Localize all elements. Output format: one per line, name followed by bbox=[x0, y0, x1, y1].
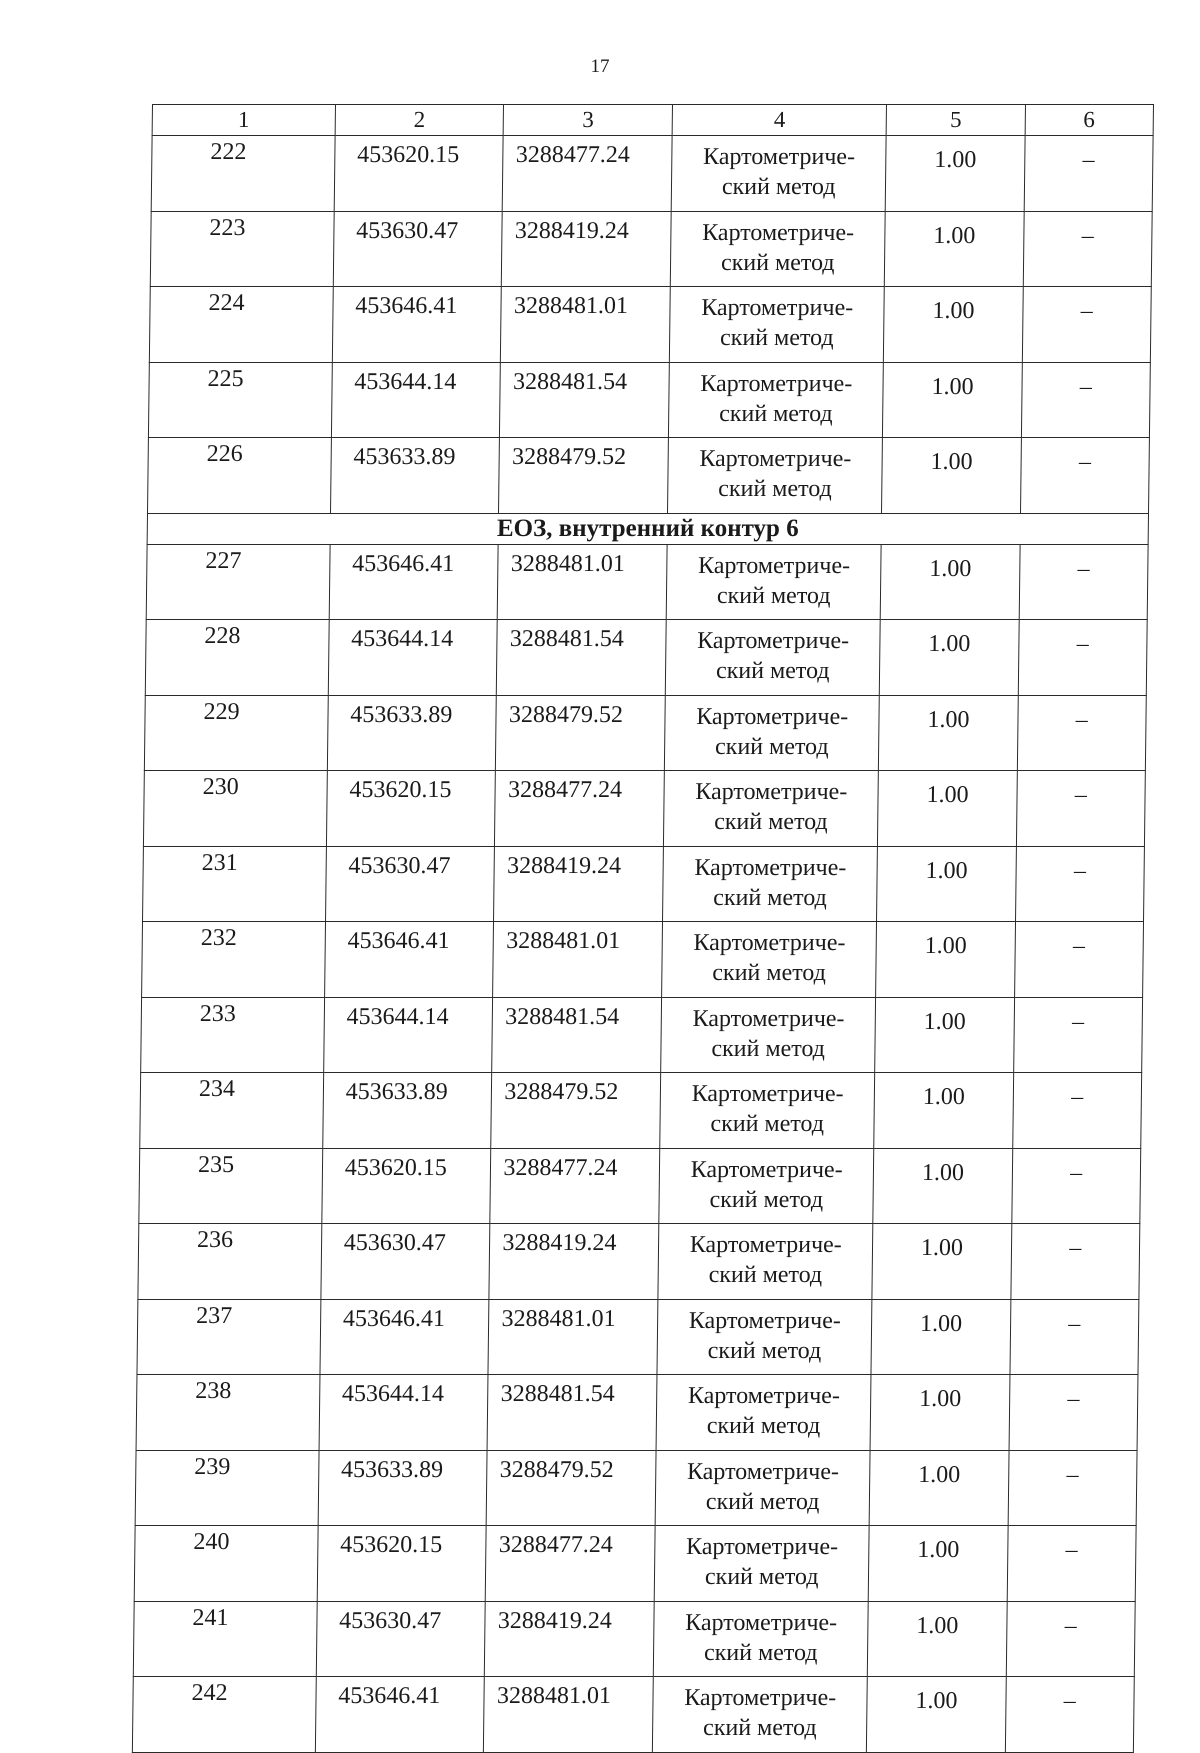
method-line-1: Картометриче- bbox=[699, 446, 852, 472]
y-coordinate-cell: 3288481.54 bbox=[492, 997, 662, 1073]
x-coordinate-cell: 453644.14 bbox=[319, 1375, 489, 1451]
table-row bbox=[134, 1526, 1136, 1602]
accuracy-cell: 1.00 bbox=[871, 1299, 1010, 1375]
note-cell: – bbox=[1017, 695, 1146, 771]
x-coordinate-cell: 453633.89 bbox=[327, 695, 497, 771]
method-line-1: Картометриче- bbox=[700, 370, 853, 397]
method-line-1: Картометриче- bbox=[692, 1005, 845, 1032]
method-line-1: Картометриче- bbox=[702, 144, 856, 170]
method-line-1: Картометриче- bbox=[695, 779, 848, 805]
method-cell bbox=[665, 620, 880, 696]
method-line-1: Картометриче- bbox=[690, 1156, 843, 1183]
table-row bbox=[141, 997, 1143, 1073]
accuracy-cell: 1.00 bbox=[878, 771, 1017, 847]
y-coordinate-cell: 3288481.01 bbox=[488, 1299, 658, 1375]
note-cell: – bbox=[1022, 287, 1151, 363]
method-cell bbox=[668, 438, 883, 514]
y-coordinate-cell: 3288419.24 bbox=[489, 1224, 659, 1300]
section-title: ЕОЗ, внутренний контур 6 bbox=[147, 513, 1148, 544]
x-coordinate-cell: 453633.89 bbox=[318, 1450, 488, 1526]
method-line-2: ский метод bbox=[705, 1488, 820, 1515]
x-coordinate-cell: 453646.41 bbox=[329, 544, 499, 620]
table-row bbox=[142, 922, 1144, 998]
header-cell-2: 2 bbox=[335, 105, 504, 136]
coordinates-table-body bbox=[132, 105, 1153, 1753]
x-coordinate-cell: 453644.14 bbox=[328, 620, 498, 696]
x-coordinate-cell: 453620.15 bbox=[334, 136, 504, 212]
method-cell bbox=[666, 544, 881, 620]
note-cell: – bbox=[1023, 211, 1152, 287]
y-coordinate-cell: 3288477.24 bbox=[495, 771, 665, 847]
method-line-2: ский метод bbox=[706, 1413, 821, 1439]
method-line-2: ский метод bbox=[711, 1035, 826, 1062]
note-cell: – bbox=[1007, 1526, 1136, 1602]
method-cell bbox=[669, 287, 884, 363]
point-number-cell: 234 bbox=[140, 1073, 324, 1149]
method-cell bbox=[658, 1224, 873, 1300]
x-coordinate-cell: 453646.41 bbox=[324, 922, 494, 998]
point-number-cell: 227 bbox=[146, 544, 330, 620]
method-cell bbox=[664, 695, 879, 771]
y-coordinate-cell: 3288479.52 bbox=[487, 1450, 657, 1526]
note-cell: – bbox=[1012, 1073, 1141, 1149]
table-row bbox=[138, 1224, 1140, 1300]
y-coordinate-cell: 3288419.24 bbox=[485, 1601, 655, 1677]
note-cell: – bbox=[1018, 620, 1147, 696]
method-cell bbox=[663, 846, 878, 922]
point-number-cell: 230 bbox=[143, 771, 327, 847]
method-line-2: ский метод bbox=[712, 960, 827, 986]
method-cell bbox=[655, 1450, 870, 1526]
method-line-2: ский метод bbox=[718, 476, 832, 502]
accuracy-cell: 1.00 bbox=[869, 1526, 1008, 1602]
method-cell bbox=[660, 1073, 875, 1149]
accuracy-cell: 1.00 bbox=[874, 1073, 1013, 1149]
note-cell: – bbox=[1008, 1450, 1137, 1526]
method-line-1: Картометриче- bbox=[701, 295, 854, 321]
method-line-2: ский метод bbox=[715, 658, 830, 684]
method-line-2: ский метод bbox=[719, 400, 833, 427]
header-cell-5: 5 bbox=[887, 105, 1026, 136]
accuracy-cell: 1.00 bbox=[885, 211, 1024, 287]
note-cell: – bbox=[1011, 1148, 1140, 1224]
accuracy-cell: 1.00 bbox=[877, 846, 1016, 922]
method-cell bbox=[663, 771, 878, 847]
note-cell: – bbox=[1024, 136, 1153, 212]
x-coordinate-cell: 453646.41 bbox=[315, 1677, 485, 1753]
accuracy-cell: 1.00 bbox=[870, 1375, 1009, 1451]
note-cell: – bbox=[1010, 1224, 1139, 1300]
y-coordinate-cell: 3288481.01 bbox=[501, 287, 671, 363]
coordinates-table bbox=[132, 104, 1154, 1753]
header-cell-4: 4 bbox=[672, 105, 887, 136]
note-cell: – bbox=[1009, 1375, 1138, 1451]
method-line-2: ский метод bbox=[710, 1111, 825, 1137]
table-row bbox=[148, 362, 1150, 438]
x-coordinate-cell: 453644.14 bbox=[331, 362, 501, 438]
accuracy-cell: 1.00 bbox=[881, 544, 1020, 620]
y-coordinate-cell: 3288481.54 bbox=[497, 620, 667, 696]
method-line-1: Картометриче- bbox=[702, 219, 855, 246]
point-number-cell: 238 bbox=[136, 1375, 320, 1451]
method-cell bbox=[668, 362, 883, 438]
x-coordinate-cell: 453633.89 bbox=[330, 438, 500, 514]
method-line-2: ский метод bbox=[720, 249, 835, 276]
method-line-1: Картометриче- bbox=[696, 703, 849, 730]
table-row bbox=[136, 1375, 1138, 1451]
y-coordinate-cell: 3288419.24 bbox=[494, 846, 664, 922]
point-number-cell: 232 bbox=[142, 922, 326, 998]
note-cell: – bbox=[1010, 1299, 1139, 1375]
point-number-cell: 242 bbox=[132, 1677, 316, 1753]
accuracy-cell: 1.00 bbox=[873, 1148, 1012, 1224]
x-coordinate-cell: 453646.41 bbox=[320, 1299, 490, 1375]
y-coordinate-cell: 3288479.52 bbox=[499, 438, 669, 514]
header-cell-3: 3 bbox=[504, 105, 673, 136]
y-coordinate-cell: 3288479.52 bbox=[491, 1073, 661, 1149]
point-number-cell: 235 bbox=[139, 1148, 323, 1224]
note-cell: – bbox=[1021, 362, 1150, 438]
method-line-2: ский метод bbox=[719, 325, 834, 351]
y-coordinate-cell: 3288481.01 bbox=[498, 544, 668, 620]
table-row bbox=[151, 136, 1153, 212]
point-number-cell: 223 bbox=[150, 211, 334, 287]
table-row bbox=[139, 1148, 1141, 1224]
table-row bbox=[145, 620, 1147, 696]
method-cell bbox=[670, 211, 885, 287]
point-number-cell: 226 bbox=[148, 438, 332, 514]
note-cell: – bbox=[1014, 922, 1143, 998]
table-row bbox=[146, 544, 1148, 620]
section-title-row bbox=[147, 513, 1148, 544]
accuracy-cell: 1.00 bbox=[875, 997, 1014, 1073]
accuracy-cell: 1.00 bbox=[867, 1677, 1006, 1753]
page-number: 17 bbox=[590, 56, 610, 77]
y-coordinate-cell: 3288481.54 bbox=[500, 362, 670, 438]
table-row bbox=[144, 695, 1146, 771]
x-coordinate-cell: 453630.47 bbox=[333, 211, 503, 287]
table-row bbox=[143, 771, 1145, 847]
x-coordinate-cell: 453620.15 bbox=[326, 771, 496, 847]
point-number-cell: 233 bbox=[141, 997, 325, 1073]
method-cell bbox=[652, 1677, 867, 1753]
point-number-cell: 239 bbox=[135, 1450, 319, 1526]
method-line-2: ский метод bbox=[714, 809, 828, 835]
accuracy-cell: 1.00 bbox=[872, 1224, 1011, 1300]
method-line-2: ский метод bbox=[721, 174, 836, 200]
table-row bbox=[148, 438, 1150, 514]
method-line-1: Картометриче- bbox=[688, 1307, 841, 1334]
accuracy-cell: 1.00 bbox=[883, 362, 1022, 438]
point-number-cell: 225 bbox=[148, 362, 332, 438]
table-row bbox=[137, 1299, 1139, 1375]
method-line-2: ский метод bbox=[716, 582, 831, 609]
accuracy-cell: 1.00 bbox=[868, 1601, 1007, 1677]
method-cell bbox=[659, 1148, 874, 1224]
point-number-cell: 222 bbox=[151, 136, 335, 212]
x-coordinate-cell: 453630.47 bbox=[316, 1601, 486, 1677]
note-cell: – bbox=[1006, 1601, 1135, 1677]
method-line-1: Картометриче- bbox=[686, 1458, 840, 1485]
point-number-cell: 231 bbox=[143, 846, 327, 922]
method-cell bbox=[661, 997, 876, 1073]
method-line-2: ский метод bbox=[707, 1337, 822, 1364]
y-coordinate-cell: 3288419.24 bbox=[502, 211, 672, 287]
method-line-1: Картометриче- bbox=[684, 1685, 837, 1711]
x-coordinate-cell: 453620.15 bbox=[317, 1526, 487, 1602]
method-cell bbox=[662, 922, 877, 998]
method-line-1: Картометриче- bbox=[685, 1534, 839, 1560]
header-cell-1: 1 bbox=[152, 105, 335, 136]
table-row bbox=[150, 211, 1152, 287]
y-coordinate-cell: 3288481.54 bbox=[487, 1375, 657, 1451]
method-cell bbox=[653, 1601, 868, 1677]
accuracy-cell: 1.00 bbox=[876, 922, 1015, 998]
method-line-1: Картометриче- bbox=[697, 552, 851, 579]
y-coordinate-cell: 3288479.52 bbox=[496, 695, 666, 771]
note-cell: – bbox=[1015, 846, 1144, 922]
y-coordinate-cell: 3288477.24 bbox=[486, 1526, 656, 1602]
note-cell: – bbox=[1013, 997, 1142, 1073]
table-header-row bbox=[152, 105, 1153, 136]
accuracy-cell: 1.00 bbox=[884, 287, 1023, 363]
x-coordinate-cell: 453633.89 bbox=[323, 1073, 493, 1149]
x-coordinate-cell: 453630.47 bbox=[321, 1224, 491, 1300]
accuracy-cell: 1.00 bbox=[879, 695, 1018, 771]
method-line-2: ский метод bbox=[704, 1564, 819, 1590]
x-coordinate-cell: 453630.47 bbox=[325, 846, 495, 922]
table-row bbox=[133, 1601, 1135, 1677]
method-line-1: Картометриче- bbox=[693, 930, 846, 956]
method-line-1: Картометриче- bbox=[689, 1232, 842, 1258]
method-line-2: ский метод bbox=[708, 1262, 823, 1288]
accuracy-cell: 1.00 bbox=[882, 438, 1021, 514]
y-coordinate-cell: 3288481.01 bbox=[493, 922, 663, 998]
x-coordinate-cell: 453620.15 bbox=[322, 1148, 492, 1224]
point-number-cell: 224 bbox=[149, 287, 333, 363]
method-line-1: Картометриче- bbox=[697, 628, 850, 654]
point-number-cell: 241 bbox=[133, 1601, 317, 1677]
accuracy-cell: 1.00 bbox=[870, 1450, 1009, 1526]
method-line-2: ский метод bbox=[703, 1639, 818, 1666]
table-row bbox=[149, 287, 1151, 363]
point-number-cell: 229 bbox=[144, 695, 328, 771]
note-cell: – bbox=[1019, 544, 1148, 620]
method-cell bbox=[654, 1526, 869, 1602]
x-coordinate-cell: 453646.41 bbox=[332, 287, 502, 363]
note-cell: – bbox=[1020, 438, 1149, 514]
method-cell bbox=[657, 1299, 872, 1375]
header-cell-6: 6 bbox=[1025, 105, 1154, 136]
method-line-1: Картометриче- bbox=[687, 1383, 841, 1409]
point-number-cell: 236 bbox=[138, 1224, 322, 1300]
method-line-1: Картометриче- bbox=[685, 1609, 838, 1636]
method-line-2: ский метод bbox=[713, 884, 827, 911]
y-coordinate-cell: 3288481.01 bbox=[484, 1677, 654, 1753]
note-cell: – bbox=[1005, 1677, 1134, 1753]
table-row bbox=[135, 1450, 1137, 1526]
accuracy-cell: 1.00 bbox=[880, 620, 1019, 696]
point-number-cell: 237 bbox=[137, 1299, 321, 1375]
method-cell bbox=[656, 1375, 871, 1451]
method-line-2: ский метод bbox=[709, 1186, 824, 1213]
method-line-1: Картометриче- bbox=[694, 854, 847, 881]
table-row bbox=[140, 1073, 1142, 1149]
point-number-cell: 228 bbox=[145, 620, 329, 696]
method-cell bbox=[671, 136, 886, 212]
table-row bbox=[132, 1677, 1134, 1753]
y-coordinate-cell: 3288477.24 bbox=[490, 1148, 660, 1224]
table-row bbox=[143, 846, 1145, 922]
point-number-cell: 240 bbox=[134, 1526, 318, 1602]
note-cell: – bbox=[1016, 771, 1145, 847]
method-line-1: Картометриче- bbox=[691, 1081, 844, 1107]
x-coordinate-cell: 453644.14 bbox=[323, 997, 493, 1073]
coordinates-table-wrapper bbox=[132, 104, 1154, 1753]
method-line-2: ский метод bbox=[714, 733, 829, 760]
y-coordinate-cell: 3288477.24 bbox=[503, 136, 673, 212]
method-line-2: ский метод bbox=[702, 1715, 817, 1741]
accuracy-cell: 1.00 bbox=[886, 136, 1025, 212]
